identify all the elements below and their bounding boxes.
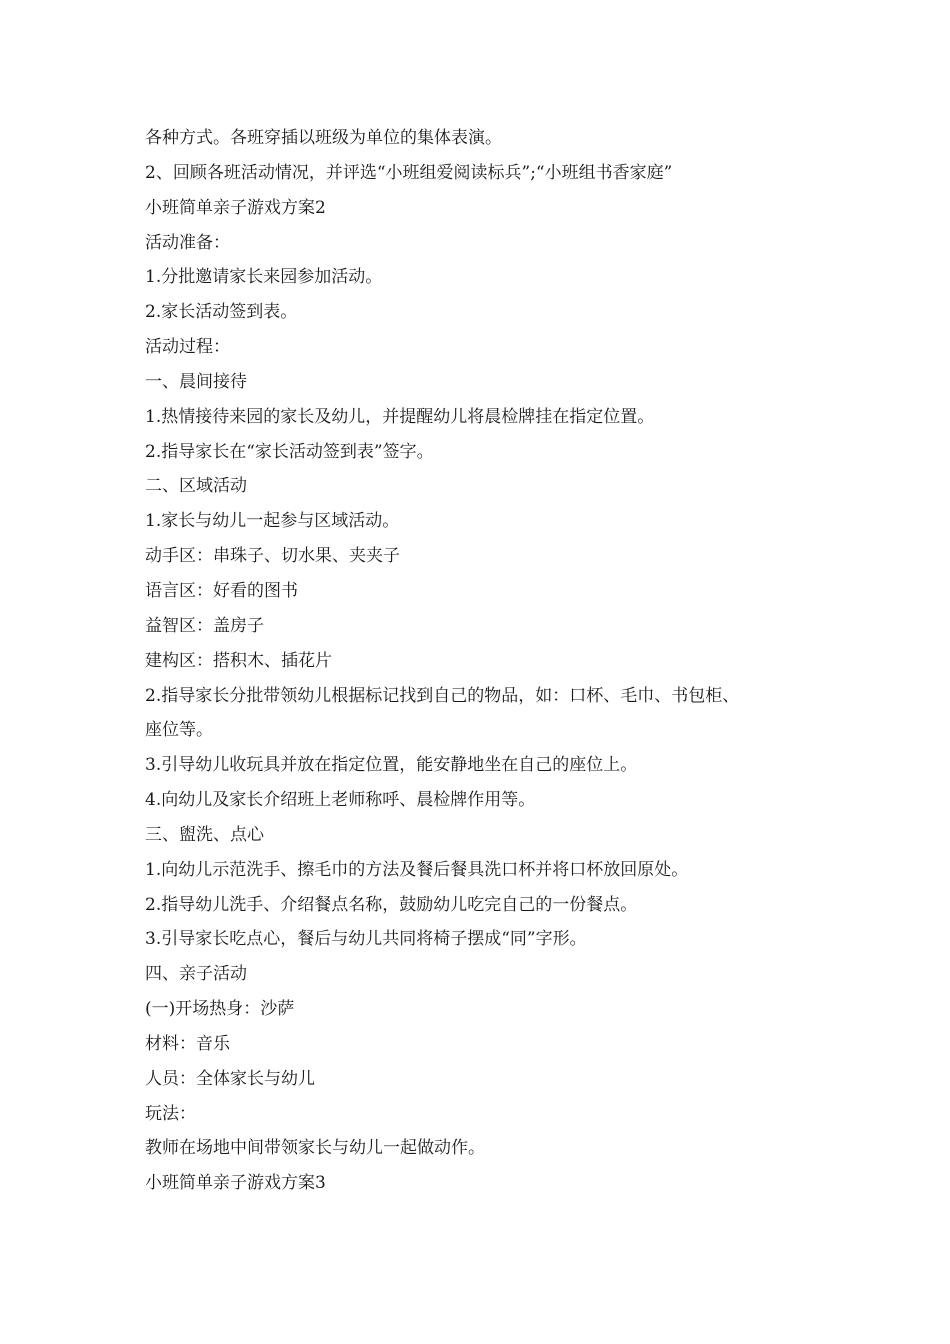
subsection-heading: 三、盥洗、点心 — [145, 824, 264, 845]
text-line: 语言区：好看的图书 — [145, 580, 298, 601]
text-line: 材料：音乐 — [145, 1033, 230, 1054]
text-line: 建构区：搭积木、插花片 — [145, 650, 332, 671]
text-line: 2、回顾各班活动情况，并评选“小班组爱阅读标兵”;“小班组书香家庭” — [145, 162, 673, 183]
subsection-heading: 四、亲子活动 — [145, 964, 247, 985]
text-line: 座位等。 — [145, 720, 213, 741]
text-line: 教师在场地中间带领家长与幼儿一起做动作。 — [145, 1138, 485, 1159]
text-line: 2.家长活动签到表。 — [145, 302, 298, 323]
text-line: 1.家长与幼儿一起参与区域活动。 — [145, 511, 400, 532]
text-line: 4.向幼儿及家长介绍班上老师称呼、晨检牌作用等。 — [145, 790, 536, 811]
document-body — [145, 121, 835, 1201]
text-line: 活动准备： — [145, 232, 230, 253]
text-line: 动手区：串珠子、切水果、夹夹子 — [145, 546, 400, 567]
text-line: 2.指导家长在“家长活动签到表”签字。 — [145, 441, 434, 462]
text-line: 活动过程： — [145, 337, 230, 358]
text-line: 1.向幼儿示范洗手、擦毛巾的方法及餐后餐具洗口杯并将口杯放回原处。 — [145, 859, 689, 880]
text-line: 1.分批邀请家长来园参加活动。 — [145, 267, 383, 288]
text-line: 益智区：盖房子 — [145, 615, 264, 636]
subsection-heading: 一、晨间接待 — [145, 371, 247, 392]
text-line: 各种方式。各班穿插以班级为单位的集体表演。 — [145, 128, 502, 148]
text-line: 2.指导家长分批带领幼儿根据标记找到自己的物品，如：口杯、毛巾、书包柜、 — [145, 685, 740, 706]
section-heading: 小班简单亲子游戏方案3 — [145, 1173, 326, 1194]
text-line: 2.指导幼儿洗手、介绍餐点名称，鼓励幼儿吃完自己的一份餐点。 — [145, 894, 638, 915]
subsection-heading: 二、区域活动 — [145, 476, 247, 497]
text-line: 3.引导幼儿收玩具并放在指定位置，能安静地坐在自己的座位上。 — [145, 755, 638, 776]
text-line: 1.热情接待来园的家长及幼儿，并提醒幼儿将晨检牌挂在指定位置。 — [145, 406, 655, 427]
text-line: 3.引导家长吃点心，餐后与幼儿共同将椅子摆成“同”字形。 — [145, 929, 587, 950]
section-heading: 小班简单亲子游戏方案2 — [145, 197, 326, 218]
text-line: (一)开场热身：沙萨 — [145, 999, 295, 1020]
text-line: 人员：全体家长与幼儿 — [145, 1068, 315, 1089]
text-line: 玩法： — [145, 1103, 196, 1124]
